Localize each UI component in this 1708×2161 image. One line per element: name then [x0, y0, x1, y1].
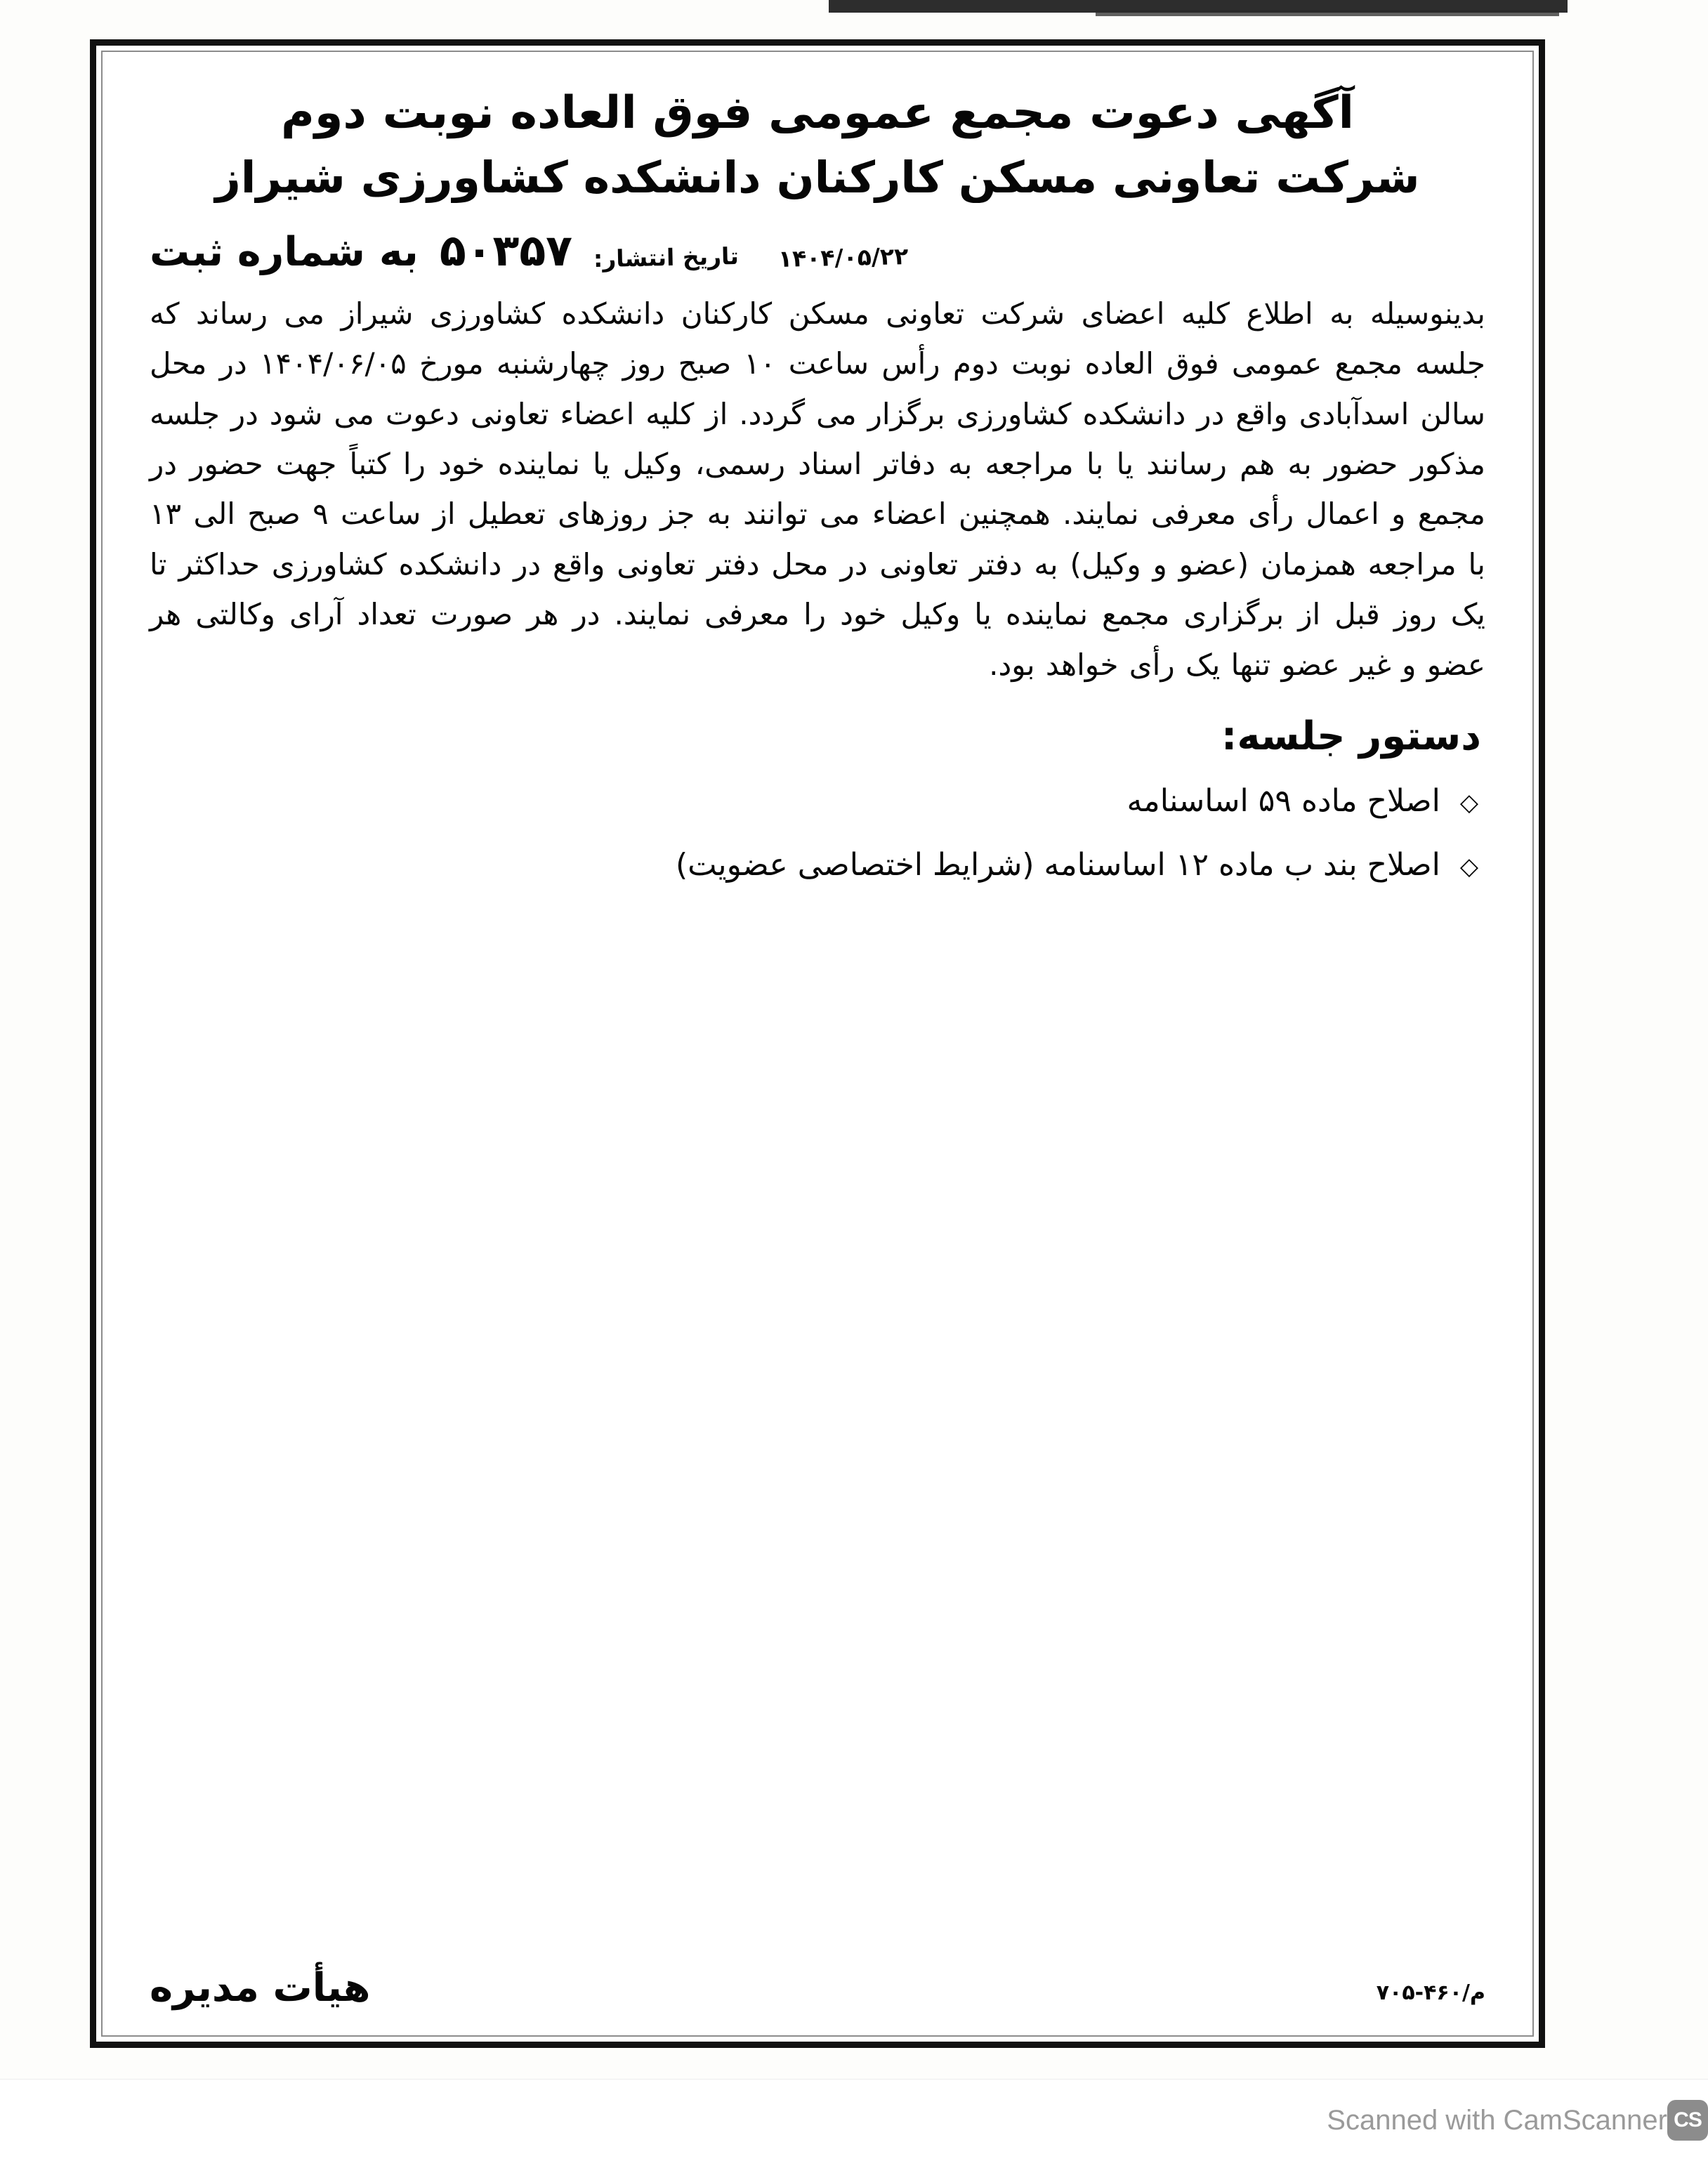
publish-date-value: ۱۴۰۴/۰۵/۲۲ — [777, 242, 909, 272]
notice-footer — [150, 1965, 1485, 2011]
notice-content — [96, 46, 1539, 2042]
notice-heading-line-1: آگهی دعوت مجمع عمومی فوق العاده نوبت دوم — [280, 87, 1355, 139]
camscanner-watermark-label: Scanned with CamScanner — [1327, 2104, 1667, 2136]
diamond-bullet-icon: ◇ — [1459, 852, 1478, 881]
camscanner-logo-icon: CS — [1667, 2100, 1708, 2141]
notice-border-frame — [90, 39, 1545, 2048]
registration-row — [150, 225, 1485, 276]
publish-date-label: تاریخ انتشار: — [593, 242, 740, 272]
notice-body-paragraph: بدینوسیله به اطلاع کلیه اعضای شرکت تعاونی مسکن کارکنان دانشکده کشاورزی شیراز می رساند که جلسه مجمع عمومی فوق العاده نوبت دوم رأس ساعت ۱۰ صبح روز چهارشنبه مورخ ۱۴۰۴/۰۶/۰۵ در محل سالن اسدآبادی واقع در دانشکده کشاورزی برگزار می گردد. از کلیه اعضاء تعاونی دعوت می شود در جلسه مذکور حضور به هم رسانند یا با مراجعه به دفاتر اسناد رسمی، وکیل یا نماینده خود را کتباً جهت حضور در مجمع و اعمال رأی معرفی نمایند. همچنین اعضاء می توانند به جز روزهای تعطیل از ساعت ۹ صبح الی ۱۳ با مراجعه همزمان (عضو و وکیل) به دفتر تعاونی در محل دفتر تعاونی واقع در دانشکده کشاورزی حداکثر تا یک روز قبل از برگزاری مجمع نماینده یا وکیل خود را معرفی نمایند. در هر صورت تعداد آرای وکالتی هر عضو و غیر عضو تنها یک رأی خواهد بود. — [150, 296, 1485, 682]
document-code: م/۴۶۰-۷۰۵ — [1376, 1981, 1485, 2005]
agenda-item — [150, 776, 1485, 827]
diamond-bullet-icon: ◇ — [1459, 788, 1478, 817]
registration-number: ۵۰۳۵۷ — [439, 224, 573, 276]
camscanner-watermark-bar — [0, 2079, 1708, 2161]
notice-heading-line-2: شرکت تعاونی مسکن کارکنان دانشکده کشاورزی شیراز — [215, 151, 1420, 203]
scan-artifact-top-bar-secondary — [1096, 10, 1559, 16]
agenda-item-text: اصلاح بند ب ماده ۱۲ اساسنامه (شرایط اختصاصی عضویت) — [675, 846, 1440, 883]
agenda-title: دستور جلسه: — [1221, 713, 1481, 759]
registration-label: به شماره ثبت — [150, 228, 419, 275]
notice-body — [150, 289, 1485, 690]
agenda-item — [150, 840, 1485, 891]
agenda-item-text: اصلاح ماده ۵۹ اساسنامه — [1126, 782, 1440, 819]
signature-board-of-directors: هیأت مدیره — [150, 1965, 371, 2011]
